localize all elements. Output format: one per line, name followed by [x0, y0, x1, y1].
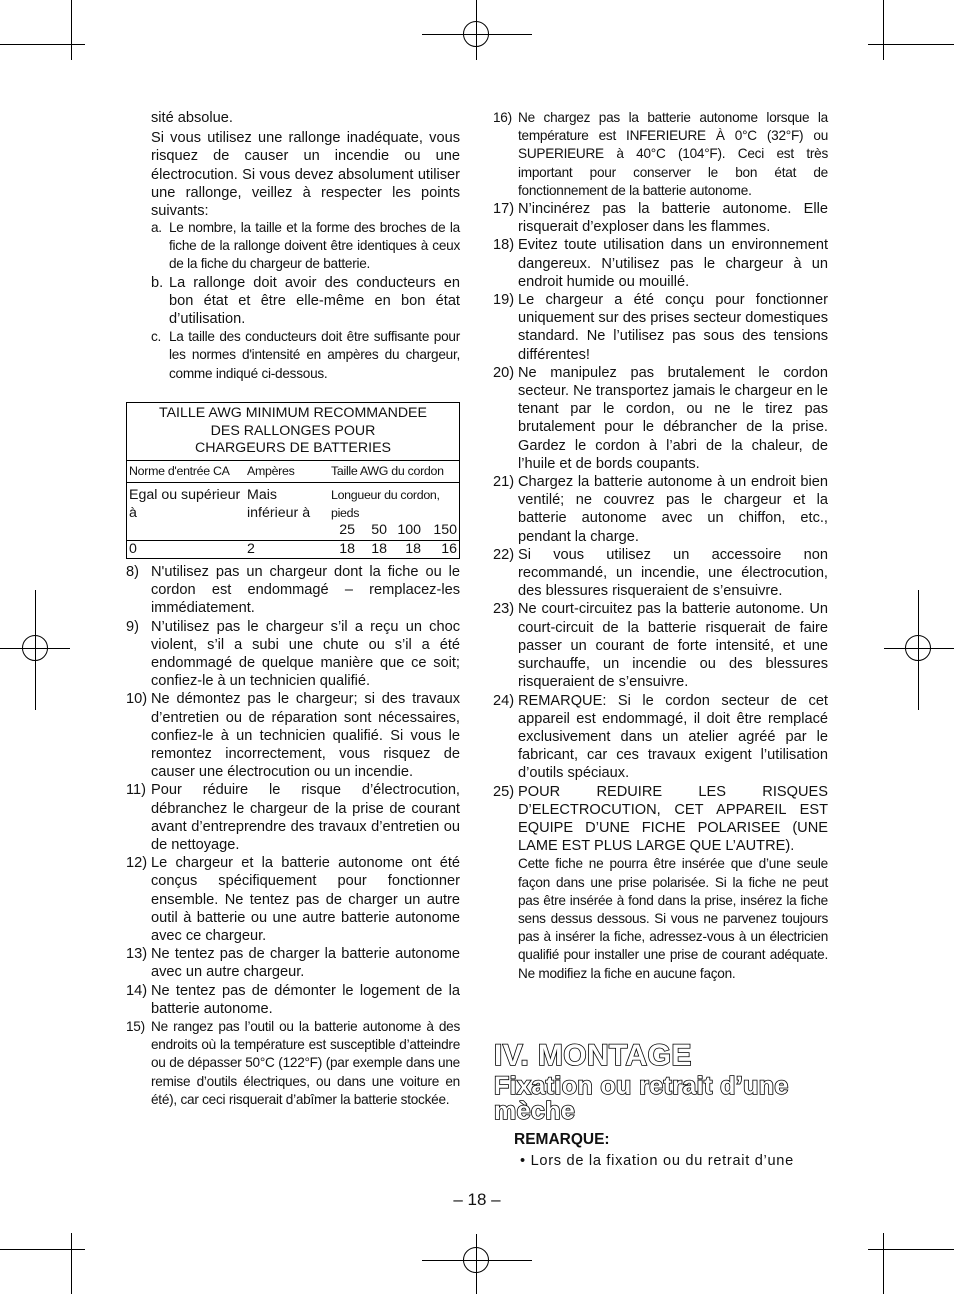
- list-item: 16) Ne chargez pas la batterie autonome lorsque la température est INFERIEURE À 0°C (32°F) ou SUPERIEURE à 40°C (104°F). Ceci est très important pour conserver le bon état de fonctionnement de la batterie autonome.: [493, 110, 828, 198]
- cell-egal: Egal ou supérieur à: [127, 483, 246, 523]
- header-amperes: Ampères: [247, 463, 295, 478]
- cell-mais: Mais inférieur à: [247, 487, 311, 521]
- page-number: – 18 –: [453, 1190, 501, 1209]
- cell-size: 18: [371, 540, 387, 557]
- list-item: 10) Ne démontez pas le chargeur; si des travaux d’entretien ou de réparation sont nécessaires, confiez-le à un technicien qualifié. Si vous le remontez incorrectement, vous risquez de causer une électrocution ou un incendie.: [126, 691, 460, 781]
- section-subtitle: Fixation ou retrait d’une mèche: [494, 1072, 789, 1125]
- list-item: 15) Ne rangez pas l’outil ou la batterie autonome à des endroits où la température est susceptible d’atteindre ou de dépasser 50°C (122°F) (par exemple dans une remise d’outils électriques, ou dans une voiture en été), car ceci risquerait d’abîmer la batterie stockée.: [126, 1019, 460, 1107]
- list-item: 11) Pour réduire le risque d’électrocution, débranchez le chargeur de la prise de courant avant d’entreprendre des travaux d’entretien ou de nettoyage.: [126, 782, 460, 854]
- cell-size: 16: [423, 540, 460, 559]
- list-item: c. La taille des conducteurs doit être suffisante pour les normes d'intensité en ampères du chargeur, comme indiqué ci-dessous.: [151, 329, 460, 381]
- remarque-bullet: • Lors de la fixation ou du retrait d’une: [520, 1153, 794, 1169]
- left-column-top: [151, 109, 460, 220]
- cell-length: 100: [397, 522, 421, 538]
- cell-length: 150: [423, 522, 460, 540]
- paragraph-rallonge: Si vous utilisez une rallonge inadéquate, vous risquez de causer un incendie ou une électrocution. Si vous devez absolument utiliser une rallonge, veillez à respecter les points suivants:: [151, 130, 460, 220]
- alpha-list: [126, 219, 460, 383]
- list-item: 24) REMARQUE: Si le cordon secteur de cet appareil est endommagé, il doit être remplacé exclusivement dans un atelier agréé par le fabricant, car ces travaux exigent l’utilisation d’outils spéciaux.: [493, 692, 828, 782]
- list-item: 19) Le chargeur a été conçu pour fonctionner uniquement sur des prises secteur domestiques standard. Ne l’utilisez pas sous des tensions différentes!: [493, 292, 828, 363]
- list-item: b. La rallonge doit avoir des conducteurs en bon état et être elle-même en bon état d’utilisation.: [151, 274, 460, 328]
- list-item: 22) Si vous utilisez un accessoire non recommandé, un incendie, une électrocution, des blessures risqueraient de s’ensuivre.: [493, 546, 828, 600]
- list-item: 23) Ne court-circuitez pas la batterie autonome. Un court-circuit de la batterie risquerait de faire passer un courant de forte intensité, et une surchauffe, un incendie ou des blessures risqueraient de s’ensuivre.: [493, 601, 828, 691]
- list-item: 12) Le chargeur et la batterie autonome ont été conçus spécifiquement pour fonctionner ensemble. Ne tentez pas de charger un autre outil à batterie ou une autre batterie autonome avec ce chargeur.: [126, 855, 460, 945]
- list-item: 8) N'utilisez pas un chargeur dont la fiche ou le cordon est endommagé – remplacez-les immédiatement.: [126, 564, 460, 617]
- table-title-line: CHARGEURS DE BATTERIES: [194, 440, 392, 456]
- left-numbered-list: [126, 563, 460, 1109]
- list-item: 20) Ne manipulez pas brutalement le cordon secteur. Ne transportez jamais le chargeur en le tenant par le cordon, ou ne le tirez pas brutalement pour le débrancher de la prise. Gardez le cordon à l’abri de la chaleur, de l’huile et de bords coupants.: [493, 364, 828, 472]
- cell-longueur: Longueur du cordon, pieds: [329, 483, 460, 523]
- cell-value: 0: [127, 540, 246, 559]
- list-item: 13) Ne tentez pas de charger la batterie autonome avec un autre chargeur.: [126, 946, 460, 981]
- list-item: 25) POUR REDUIRE LES RISQUES D’ELECTROCUTION, CET APPAREIL EST EQUIPE D’UNE FICHE POLARISEE (UNE LAME EST PLUS LARGE QUE L’AUTRE). Cette fiche ne pourra être insérée que d’une seule façon dans une prise polarisée. Si la fiche ne peut pas être insérée à fond dans la prise, insérez la fiche sens dessus dessous. Si vous ne parvenez toujours pas à insérer la fiche, adressez-vous à un électricien qualifié pour installer une prise de courant adéquate. Ne modifiez la fiche en aucune façon.: [493, 783, 828, 983]
- paragraph-continued: sité absolue.: [151, 110, 233, 126]
- list-item: 14) Ne tentez pas de démonter le logement de la batterie autonome.: [126, 982, 460, 1017]
- header-input: Norme d'entrée CA: [127, 460, 246, 483]
- list-item: 17) N’incinérez pas la batterie autonome. Elle risquerait d’exploser dans les flammes.: [493, 201, 828, 236]
- awg-table: [126, 402, 460, 559]
- cell-length: 25: [339, 522, 355, 538]
- cell-length: 50: [371, 522, 387, 538]
- table-title-line: DES RALLONGES POUR: [210, 422, 376, 439]
- plug-note: Cette fiche ne pourra être insérée que d’une seule façon dans une prise polarisée. Si la fiche ne peut pas être insérée à fond dans la prise, insérez la fiche sens dessus dessous. Si vous ne parvenez toujours pas à insérer la fiche, adressez-vous à un électricien qualifié pour installer une prise de courant adéquate. Ne modifiez la fiche en aucune façon.: [518, 856, 828, 981]
- cell-size: 18: [405, 540, 421, 557]
- header-awg: Taille AWG du cordon: [329, 460, 460, 483]
- section-title: IV. MONTAGE: [494, 1039, 692, 1072]
- list-item: 18) Evitez toute utilisation dans un environnement dangereux. N’utilisez pas le chargeur à un endroit humide ou mouillé.: [493, 237, 828, 290]
- cell-value: 2: [247, 540, 255, 557]
- cell-size: 18: [339, 540, 355, 557]
- list-item: 21) Chargez la batterie autonome à un endroit bien ventilé; ne couvrez pas le chargeur et la batterie autonome avec un chiffon, etc., pendant la charge.: [493, 474, 828, 545]
- right-numbered-list: [493, 109, 828, 983]
- list-item: 9) N’utilisez pas le chargeur s’il a reçu un choc violent, s’il a subi une chute ou s’il a été endommagé de quelque manière que ce soit; confiez-le à un technicien qualifié.: [126, 618, 460, 690]
- remarque-label: REMARQUE:: [514, 1131, 610, 1148]
- list-item: a. Le nombre, la taille et la forme des broches de la fiche de la rallonge doivent être identiques à ceux de la fiche du chargeur de batterie.: [151, 220, 460, 272]
- table-title-line: TAILLE AWG MINIMUM RECOMMANDEE: [158, 405, 427, 421]
